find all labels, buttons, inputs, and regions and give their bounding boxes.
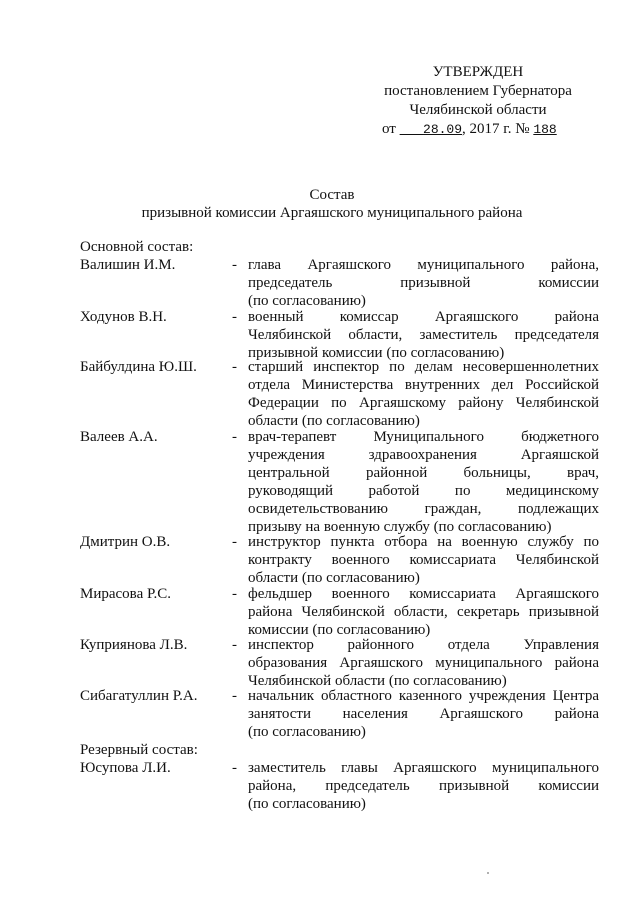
member-dash: - [232,429,237,445]
member-name: Ходунов В.Н. [80,309,167,325]
member-role-line: председатель призывной комиссии [248,275,599,291]
member-role-line: (по согласованию) [248,293,366,309]
approval-date-line: от 28.09, 2017 г. № 188 [382,121,557,137]
member-role [248,636,599,690]
document-number: 188 [533,122,557,137]
member-role [248,256,599,310]
date-suffix: 2017 г. № [469,121,530,137]
member-name: Дмитрин О.В. [80,534,171,550]
member-dash: - [232,586,237,602]
date-prefix: от [382,121,396,137]
document-title: Состав [309,187,355,203]
member-dash: - [232,534,237,550]
member-role [248,687,599,741]
member-role-line: глава Аргаяшского муниципального района, [248,257,599,273]
member-role-line: (по согласованию) [248,796,366,812]
member-dash: - [232,760,237,776]
member-name: Мирасова Р.С. [80,586,171,602]
document-subtitle: призывной комиссии Аргаяшского муниципального района [141,205,523,221]
member-role [248,585,599,639]
reserve-composition-label: Резервный состав: [80,742,198,758]
scan-speck [487,872,489,874]
member-role-line: Челябинской области (по согласованию) [248,673,507,689]
member-role-line: района, председатель призывной комиссии [248,778,599,794]
member-role [248,358,599,430]
member-role [248,428,599,536]
member-role [248,308,599,362]
main-composition-label: Основной состав: [80,239,194,255]
member-role-line: призывной комиссии (по согласованию) [248,345,505,361]
member-role-line: района Челябинской области, секретарь призывной [248,604,599,620]
approval-line-2: Челябинской области [409,102,547,118]
member-dash: - [232,257,237,273]
member-role-line: начальник областного казенного учреждения Центра [248,688,599,704]
member-role [248,759,599,813]
member-role-line: врач-терапевт Муниципального бюджетного [248,429,599,445]
approval-line-1: постановлением Губернатора [384,83,572,99]
member-role-line: области (по согласованию) [248,570,420,586]
member-role-line: занятости населения Аргаяшского района [248,706,599,722]
member-role-line: центральной районной больницы, врач, [248,465,599,481]
date-value: 28.09 [423,122,463,137]
member-name: Байбулдина Ю.Ш. [80,359,197,375]
approval-stamp [378,63,578,139]
member-dash: - [232,688,237,704]
member-role-line: призыву на военную службу (по согласованию) [248,519,552,535]
member-role-line: освидетельствованию граждан, подлежащих [248,501,599,517]
member-role [248,533,599,587]
member-role-line: учреждения здравоохранения Аргаяшской [248,447,599,463]
member-role-line: военный комиссар Аргаяшского района [248,309,599,325]
member-name: Валеев А.А. [80,429,158,445]
member-role-line: образования Аргаяшского муниципального района [248,655,599,671]
member-role-line: контракту военного комиссариата Челябинской [248,552,599,568]
member-role-line: старший инспектор по делам несовершеннолетних [248,359,599,375]
member-name: Куприянова Л.В. [80,637,188,653]
member-role-line: инспектор районного отдела Управления [248,637,599,653]
member-role-line: заместитель главы Аргаяшского муниципального [248,760,599,776]
approval-title: УТВЕРЖДЕН [432,64,524,80]
member-dash: - [232,637,237,653]
member-name: Юсупова Л.И. [80,760,171,776]
member-role-line: отдела Министерства внутренних дел Российской [248,377,599,393]
member-name: Сибагатуллин Р.А. [80,688,198,704]
member-name: Валишин И.М. [80,257,176,273]
member-role-line: Федерации по Аргаяшскому району Челябинской [248,395,599,411]
member-role-line: комиссии (по согласованию) [248,622,431,638]
member-role-line: инструктор пункта отбора на военную службу по [248,534,599,550]
member-dash: - [232,359,237,375]
member-role-line: руководящий работой по медицинскому [248,483,599,499]
member-role-line: Челябинской области, заместитель председателя [248,327,599,343]
member-dash: - [232,309,237,325]
member-role-line: фельдшер военного комиссариата Аргаяшского [248,586,599,602]
member-role-line: области (по согласованию) [248,413,420,429]
member-role-line: (по согласованию) [248,724,366,740]
